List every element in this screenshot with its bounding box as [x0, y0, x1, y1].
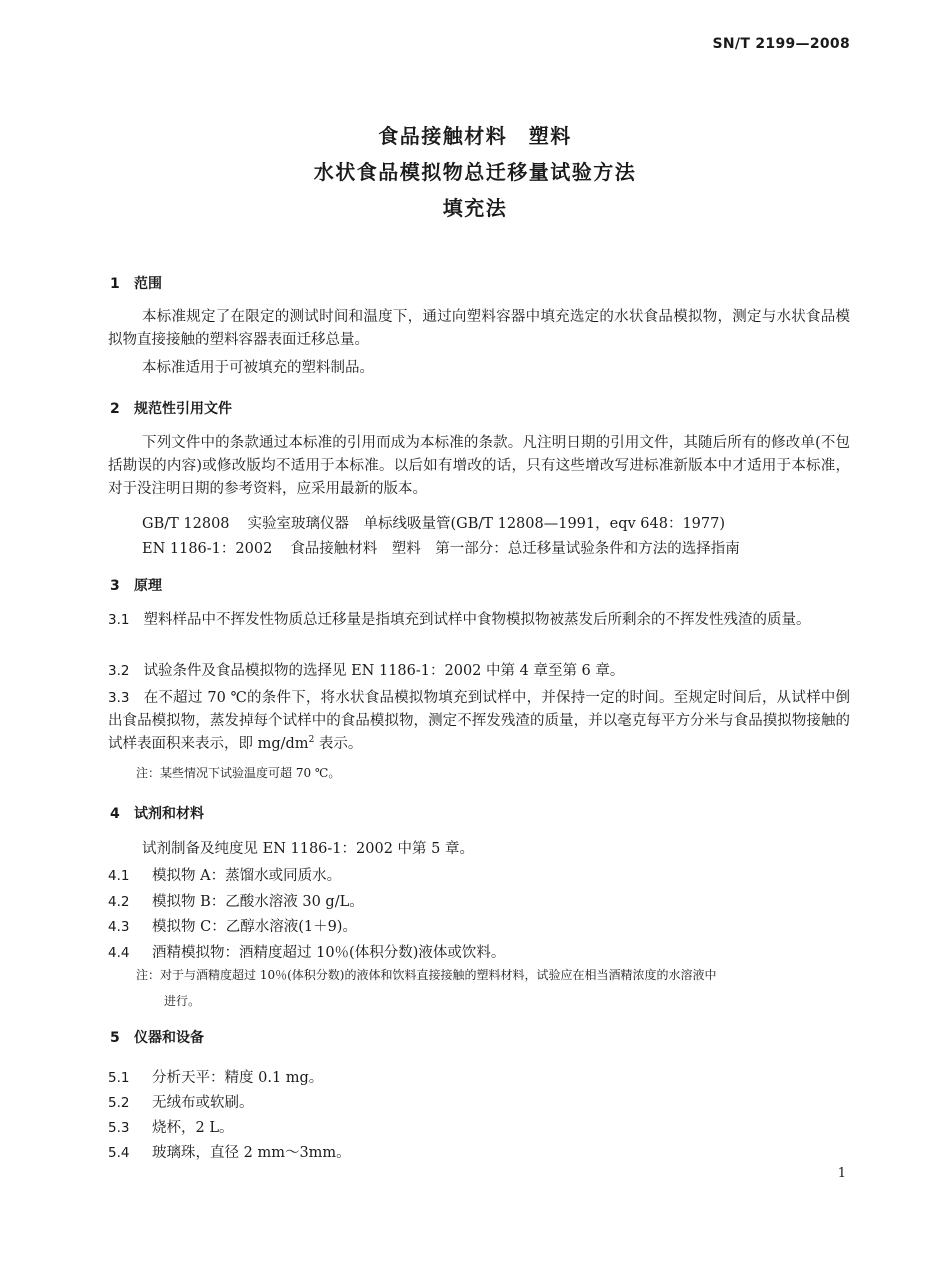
section-1-heading	[110, 273, 162, 293]
normative-reference-2	[142, 537, 758, 558]
clause-number: 3.1	[108, 612, 130, 628]
clause-text: 酒精模拟物：酒精度超过 10％(体积分数)液体或饮料。	[152, 945, 506, 961]
section-1-paragraph-1: 本标准规定了在限定的测试时间和温度下，通过向塑料容器中填充选定的水状食品模拟物，测定与水状食品模拟物直接接触的塑料容器表面迁移总量。	[108, 309, 850, 348]
section-number: 5	[110, 1030, 120, 1046]
clause-number: 4.1	[108, 868, 130, 884]
section-number: 2	[110, 401, 120, 417]
section-4-intro: 试剂制备及纯度见 EN 1186-1：2002 中第 5 章。	[142, 841, 474, 857]
clause-text: 模拟物 B：乙酸水溶液 30 g/L。	[152, 894, 364, 910]
clause-text: 模拟物 A：蒸馏水或同质水。	[152, 868, 342, 884]
normative-reference-1	[142, 512, 743, 533]
title-line-3: 填充法	[442, 196, 508, 220]
section-number: 1	[110, 276, 120, 292]
clause-number: 5.2	[108, 1095, 130, 1111]
clause-5-3	[108, 1116, 233, 1137]
clause-5-2	[108, 1091, 254, 1112]
note-line-2: 进行。	[164, 994, 201, 1008]
clause-3-1	[108, 609, 850, 632]
clause-text: 试验条件及食品模拟物的选择见 EN 1186-1：2002 中第 4 章至第 6 章。	[143, 663, 625, 679]
section-title: 原理	[134, 578, 162, 594]
clause-4-4	[108, 941, 505, 962]
clause-text: 塑料样品中不挥发性物质总迁移量是指填充到试样中食物模拟物被蒸发后所剩余的不挥发性残渣的质量。	[143, 612, 811, 628]
reference-title: 实验室玻璃仪器 单标线吸量管(GB/T 12808—1991，eqv 648：1977)	[247, 516, 726, 532]
reference-title: 食品接触材料 塑料 第一部分：总迁移量试验条件和方法的选择指南	[290, 541, 740, 557]
section-4-note	[136, 962, 850, 1014]
clause-number: 5.3	[108, 1120, 130, 1136]
clause-number: 5.4	[108, 1145, 130, 1161]
clause-number: 4.4	[108, 945, 130, 961]
section-1-paragraph-2: 本标准适用于可被填充的塑料制品。	[142, 360, 374, 376]
clause-text: 在不超过 70 ℃的条件下，将水状食品模拟物填充到试样中，并保持一定的时间。至规定时间后，从试样中倒出食品模拟物，蒸发掉每个试样中的食品模拟物，测定不挥发残渣的质量，并以毫克每平方分米与食品摸拟物接触的试样表面积来表示，即 mg/dm	[108, 690, 850, 752]
section-5-heading	[110, 1027, 204, 1047]
note-line-1: 注：对于与酒精度超过 10％(体积分数)的液体和饮料直接接触的塑料材料，试验应在相当酒精浓度的水溶液中	[136, 968, 717, 982]
clause-4-3	[108, 915, 357, 936]
clause-text: 烧杯，2 L。	[152, 1120, 234, 1136]
clause-5-1	[108, 1066, 323, 1087]
title-line-1: 食品接触材料 塑料	[378, 124, 572, 148]
section-2-heading	[110, 398, 232, 418]
section-title: 规范性引用文件	[134, 401, 232, 417]
superscript-exponent: 2	[308, 735, 315, 746]
section-3-heading	[110, 575, 162, 595]
page-number: 1	[837, 1166, 846, 1181]
clause-number: 4.2	[108, 894, 130, 910]
clause-text: 模拟物 C：乙醇水溶液(1＋9)。	[152, 919, 357, 935]
document-code: SN/T 2199—2008	[712, 36, 850, 52]
clause-text-tail: 表示。	[314, 736, 363, 752]
clause-5-4	[108, 1141, 351, 1162]
clause-4-2	[108, 890, 364, 911]
clause-number: 3.3	[108, 690, 130, 706]
section-title: 仪器和设备	[134, 1030, 204, 1046]
clause-number: 3.2	[108, 663, 130, 679]
clause-text: 玻璃珠，直径 2 mm～3mm。	[152, 1145, 351, 1161]
clause-4-1	[108, 864, 341, 885]
title-line-2: 水状食品模拟物总迁移量试验方法	[313, 160, 637, 184]
section-number: 4	[110, 806, 120, 822]
section-2-paragraph: 下列文件中的条款通过本标准的引用而成为本标准的条款。凡注明日期的引用文件，其随后所有的修改单(不包括勘误的内容)或修改版均不适用于本标准。以后如有增改的话，只有这些增改写进标准新版本中才适用于本标准，对于没注明日期的参考资料，应采用最新的版本。	[108, 435, 850, 497]
reference-code: GB/T 12808	[142, 516, 230, 532]
clause-3-3	[108, 687, 850, 756]
reference-code: EN 1186-1：2002	[142, 541, 273, 557]
section-3-note: 注：某些情况下试验温度可超 70 ℃。	[136, 766, 341, 780]
section-4-heading	[110, 803, 204, 823]
clause-text: 无绒布或软刷。	[152, 1095, 254, 1111]
section-title: 试剂和材料	[134, 806, 204, 822]
clause-text: 分析天平：精度 0.1 mg。	[152, 1070, 324, 1086]
section-number: 3	[110, 578, 120, 594]
section-title: 范围	[134, 276, 162, 292]
clause-number: 4.3	[108, 919, 130, 935]
clause-3-2	[108, 660, 850, 683]
clause-number: 5.1	[108, 1070, 130, 1086]
